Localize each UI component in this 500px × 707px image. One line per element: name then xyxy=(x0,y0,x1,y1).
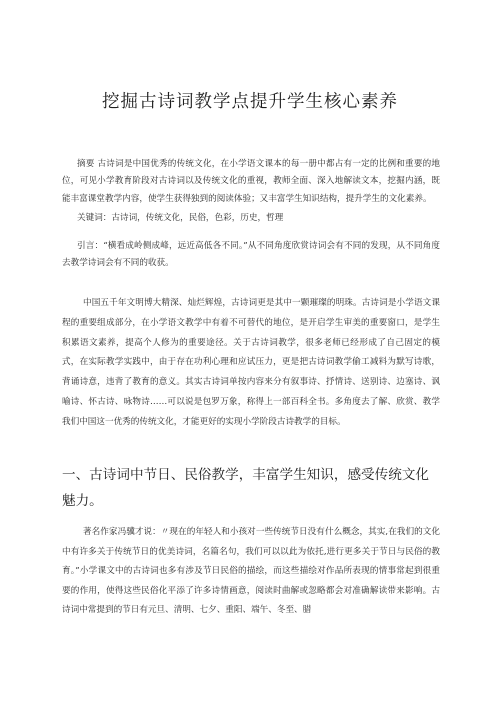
introduction-quote: 引言：“横看成岭侧成峰，远近高低各不同。”从不同角度欣赏诗词会有不同的发现，从不同角度去教学诗词会有不同的收获。 xyxy=(62,241,440,269)
document-title: 挖掘古诗词教学点提升学生核心素养 xyxy=(102,92,398,112)
keywords-line: 关键词：古诗词，传统文化，民俗，色彩，历史，哲理 xyxy=(77,213,284,223)
section-paragraph: 著名作家冯骥才说：〃现在的年轻人和小孩对一些传统节日没有什么概念，其实,在我们的文化中有许多关于传统节日的优美诗词，名篇名句，我们可以以此为依托,进行更多关于节日与民俗的教育。”小学课文中的古诗词也多有涉及节日民俗的描绘，而这些描绘对作品所表现的情事常起到很重要的作用，使得这些民俗化平添了许多诗情画意，阅读时曲解或忽略都会对准确解读带来影响。古诗词中常提到的节日有元旦、清明、七夕、重阳、端午、冬至、腊 xyxy=(62,527,440,616)
intro-paragraph: 中国五千年文明博大精深、灿烂辉煌，古诗词更是其中一颗璀璨的明珠。古诗词是小学语文课程的重要组成部分，在小学语文教学中有着不可替代的地位，是开启学生审美的重要窗口，是学生积累语文素养，提高个人修为的重要途径。关于古诗词教学，很多老师已经形成了自己固定的模式，在实际教学实践中，由于存在功利心理和应试压力，更是把古诗词教学偷工减料为默写诗歌，背诵诗意，违背了教育的意义。其实古诗词单按内容来分有叙事诗、抒情诗、送别诗、边塞诗、讽喻诗、怀古诗、咏物诗……可以说是包罗万象，称得上一部百科全书。多角度去了解、欣赏、教学我们中国这一优秀的传统文化，才能更好的实现小学阶段古诗教学的目标。 xyxy=(62,298,440,427)
section-heading: 一、古诗词中节日、民俗教学，丰富学生知识，感受传统文化魅力。 xyxy=(62,467,430,509)
abstract-paragraph: 摘要 古诗词是中国优秀的传统文化，在小学语文课本的每一册中都占有一定的比例和重要的地位，可见小学教育阶段对古诗词以及传统文化的重视，教师全面、深入地解读文本，挖掘内涵，既能丰富课堂教学内容，使学生获得独到的阅读体验；又丰富学生知识结构，提升学生的文化素养。 xyxy=(62,159,440,204)
